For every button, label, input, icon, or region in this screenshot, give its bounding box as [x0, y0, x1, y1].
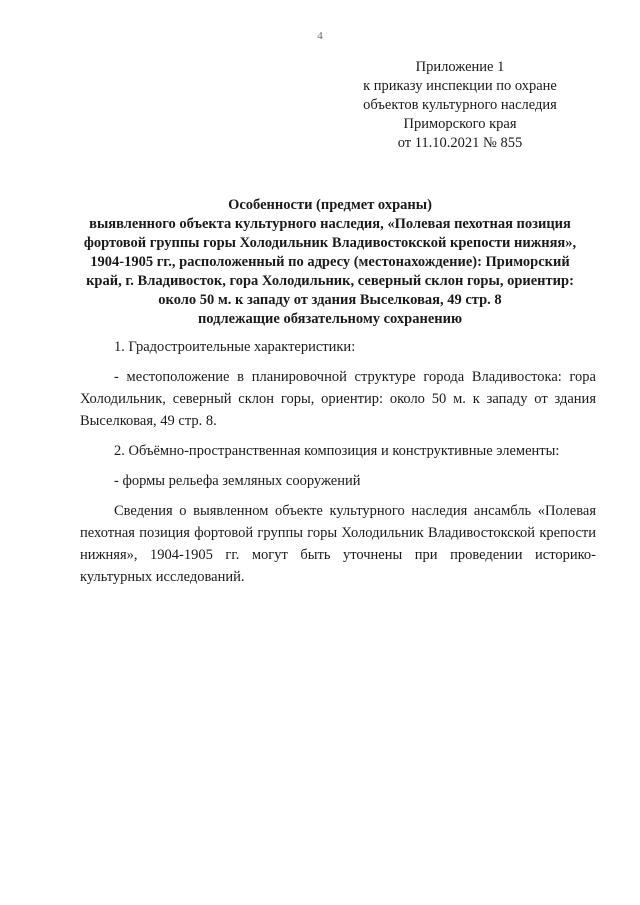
page-number: 4 [317, 30, 323, 42]
section-heading-urban: 1. Градостроительные характеристики: [114, 339, 356, 355]
title-line: выявленного объекта культурного наследия, «Полевая пехотная позиция [89, 216, 571, 232]
title-line: подлежащие обязательному сохранению [197, 311, 463, 327]
location-paragraph: - местоположение в планировочной структуре города Владивостока: гора Холодильник, северный склон горы, ориентир: около 50 м. к западу от здания Выселковая, 49 стр. 8. [80, 369, 596, 429]
title-line: Особенности (предмет охраны) [228, 197, 432, 213]
title-line: около 50 м. к западу от здания Выселковая, 49 стр. 8 [158, 292, 502, 308]
appendix-line: объектов культурного наследия [363, 97, 557, 113]
note-paragraph: Сведения о выявленном объекте культурного наследия ансамбль «Полевая пехотная позиция фортовой группы горы Холодильник Владивостокской крепости нижняя», 1904-1905 гг. могут быть уточнены при проведении историко-культурных исследований. [80, 503, 596, 585]
title-line: фортовой группы горы Холодильник Владивостокской крепости нижняя», [83, 235, 577, 251]
title-line: край, г. Владивосток, гора Холодильник, северный склон горы, ориентир: [86, 273, 574, 289]
relief-paragraph: - формы рельефа земляных сооружений [114, 473, 361, 489]
section-heading-composition: 2. Объёмно-пространственная композиция и конструктивные элементы: [114, 443, 560, 459]
appendix-line: Приложение 1 [415, 59, 505, 75]
document-title [60, 196, 600, 329]
appendix-line: к приказу инспекции по охране [363, 78, 557, 94]
title-line: 1904-1905 гг., расположенный по адресу (местонахождение): Приморский [90, 254, 570, 270]
appendix-line: Приморского края [403, 116, 517, 132]
appendix-line: от 11.10.2021 № 855 [397, 135, 523, 151]
document-body [80, 336, 596, 596]
appendix-header [340, 58, 580, 153]
